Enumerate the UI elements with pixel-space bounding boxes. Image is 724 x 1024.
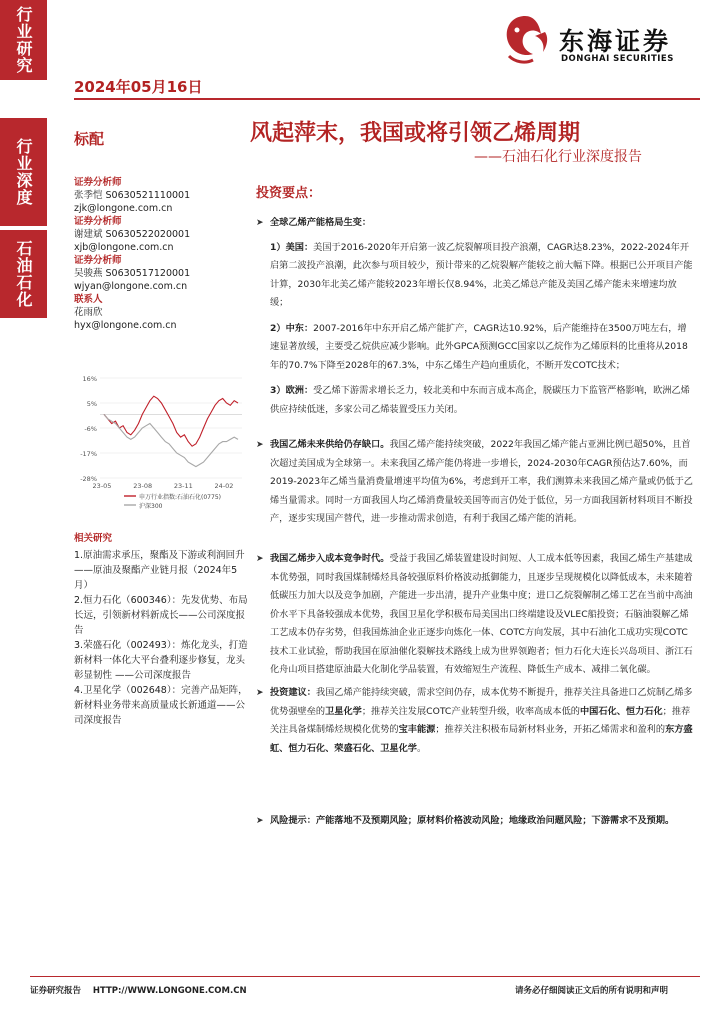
x-tick-label: 24-02 [214,482,234,490]
footer-right: 请务必仔细阅读正文后的所有说明和声明 [515,986,669,996]
point-heading: 我国乙烯步入成本竞争时代。 [270,553,390,564]
legend-label: 申万行业指数:石油石化(0775) [139,494,221,501]
footer-rule [30,976,700,977]
report-subtitle: ——石油石化行业深度报告 [474,149,642,165]
contact-email[interactable]: hyx@longone.com.cn [74,320,177,331]
related-item[interactable]: 4.卫星化学（002648）：完善产品矩阵，新材料业务带来高质量成长新通道——公司深度报告 [74,685,248,726]
analyst-role: 证券分析师 [74,216,122,227]
x-tick-label: 23-11 [173,482,193,490]
europe-label: 3）欧洲： [270,385,314,396]
point-global-capacity [270,214,695,419]
analyst-role: 证券分析师 [74,255,122,266]
performance-chart [72,368,247,526]
side-tab-industry-depth: 行业深度 [0,118,47,226]
report-date: 2024年05月16日 [74,78,203,96]
usa-label: 1）美国： [270,241,314,253]
series-line-petrochem [104,396,238,446]
related-item[interactable]: 3.荣盛石化（002493）：炼化龙头，打造新材料一体化大平台叠利逐步修复，龙头彰显韧性 ——公司深度报告 [74,640,248,681]
series-line-csi300 [104,414,238,466]
europe-text: 受乙烯下游需求增长乏力，较北美和中东而言成本高企，脱碳压力下监管严格影响，欧洲乙烯供应持续低迷，多家公司乙烯装置受压力关闭。 [270,385,690,415]
y-tick-label: -28% [80,475,97,483]
point-text: 受益于我国乙烯装置建设时间短、人工成本低等因素，我国乙烯生产基建成本优势强，同时我国煤制烯烃具备较强原料价格波动抵御能力，且逐步呈现规模化以降低成本，未来随着低碳压力加大以及竞争加剧，产能进一步出清，提升产业集中度；进口乙烷裂解制乙烯工艺在当前中高油价水平下具备较强成本优势，我国卫星化学积极布局美国出口终端建设及VLEC船投资；石脑油裂解乙烯工艺成本仍存劣势，但我国炼油企业正逐步向炼化一体、COTC方向发展，其中石油化工成功实现COTC技术工业试验，帮助我国在原油催化裂解技术路线上成为世界领跑者；恒力石化大连长兴岛项目、浙江石化舟山项目搭建原油最大化制化学品装置，有效缩短生产流程、降低生产成本、减排二氧化碳。 [270,553,693,675]
legend-label: 沪深300 [139,503,163,510]
point-text: 我国乙烯产能持续突破，2022年我国乙烯产能占亚洲比例已超50%，且首次超过美国成为全球第一。未来我国乙烯产能仍将进一步增长，2024-2030年CAGR预估达7.60%，而2019-2023年乙烯当量消费量增速平均值为6%，考虑到开工率，我们测算未来我国乙烯产量或仍低于乙烯当量需求。同时一方面我国人均乙烯消费量较美国等而言仍处于低位，另一方面我国新材料项目不断投产，逐步实现国产替代，进一步推动需求创造，有利于我国乙烯产能的消耗。 [270,439,693,524]
contact-name: 花雨欣 [74,307,103,318]
analyst-block [74,176,244,332]
europe-paragraph [270,382,695,419]
middle-east-paragraph [270,320,695,376]
related-item[interactable]: 2.恒力石化（600346）：先发优势、布局长远，引领新材料新成长——公司深度报告 [74,595,248,636]
analyst-name: 张季恺 S0630521110001 [74,190,191,201]
y-tick-label: 5% [86,400,97,408]
bullet-arrow-icon: ➤ [256,440,264,450]
analyst-email[interactable]: xjb@longone.com.cn [74,242,174,253]
logo-cn-text: 东海证券 [559,27,672,56]
bullet-arrow-icon: ➤ [256,816,264,826]
logo-en-text: DONGHAI SECURITIES [561,54,674,64]
footer-left[interactable]: 证券研究报告 HTTP://WWW.LONGONE.COM.CN [30,986,247,996]
y-tick-label: -6% [84,425,97,433]
side-tab-industry-research: 行业研究 [0,0,47,80]
x-tick-label: 23-05 [92,482,112,490]
side-tab-petrochemical: 石油石化 [0,230,47,318]
point-heading: 投资建议： [270,687,316,698]
company-logo [495,10,705,72]
rating: 标配 [74,130,105,148]
related-research [74,532,249,728]
point-heading: 风险提示： [270,815,316,826]
usa-paragraph [270,239,695,313]
point-investment-advice: 投资建议：我国乙烯产能持续突破，需求空间仍存，成本优势不断提升，推荐关注具备进口乙烷制乙烯多优势强壁垒的卫星化学；推荐关注发展COTC产业转型升级，收率高成本低的中国石化、恒力石化；推荐关注具备煤制烯烃规模化优势的宝丰能源；推荐关注积极布局新材料业务，开拓乙烯需求和盈利的东方盛虹、恒力石化、荣盛石化、卫星化学。 [270,687,693,754]
point-heading: 全球乙烯产能格局生变： [270,217,372,228]
report-title: 风起萍末，我国或将引领乙烯周期 [250,121,581,146]
analyst-email[interactable]: zjk@longone.com.cn [74,203,173,214]
related-research-title: 相关研究 [74,533,113,544]
bullet-arrow-icon: ➤ [256,688,264,698]
performance-chart-svg [72,368,247,526]
contact-role: 联系人 [74,294,103,305]
x-tick-label: 23-08 [133,482,153,490]
analyst-email[interactable]: wjyan@longone.com.cn [74,281,188,292]
point-supply-gap [270,436,695,529]
dragon-logo-icon [495,10,555,70]
y-tick-label: -17% [80,450,97,458]
point-heading: 我国乙烯未来供给仍存缺口。 [270,439,390,450]
header-rule [74,98,700,100]
point-cost-competition [270,550,695,680]
middle-east-text: 2007-2016年中东开启乙烯产能扩产，CAGR达10.92%，后产能维持在3500万吨左右，增速显著放缓，主要受乙烷供应减少影响。此外GPCA预测GCC国家以乙烷作为乙烯原料的比重将从2018年的70.7%下降至2028年的67.3%，中东乙烯生产趋向重质化，不断开发COTC技术； [270,322,688,371]
point-risk-warning [270,812,695,831]
related-item[interactable]: 1.原油需求承压，聚酯及下游或利润回升——原油及聚酯产业链月报（2024年5月） [74,550,245,591]
usa-text: 美国于2016-2020年开启第一波乙烷裂解项目投产浪潮，CAGR达8.23%，2022-2024年开启第二波投产浪潮，此次参与项目较少，预计带来的乙烷裂解产能较之前大幅下降。根据已公开项目产能计算，2030年北美乙烯产能较2023年增长仅8.94%，北美乙烯总产能及美国乙烯产能未来增速均放缓； [270,241,693,308]
bullet-arrow-icon: ➤ [256,218,264,228]
bullet-arrow-icon: ➤ [256,554,264,564]
middle-east-label: 2）中东： [270,322,314,334]
point-text: 产能落地不及预期风险；原材料价格波动风险；地缘政治问题风险；下游需求不及预期。 [315,815,675,826]
analyst-name: 吴骏燕 S0630517120001 [74,268,191,279]
section-title: 投资要点： [256,186,322,201]
analyst-role: 证券分析师 [74,177,122,188]
y-tick-label: 16% [82,375,97,383]
analyst-name: 谢建斌 S0630522020001 [74,229,191,240]
